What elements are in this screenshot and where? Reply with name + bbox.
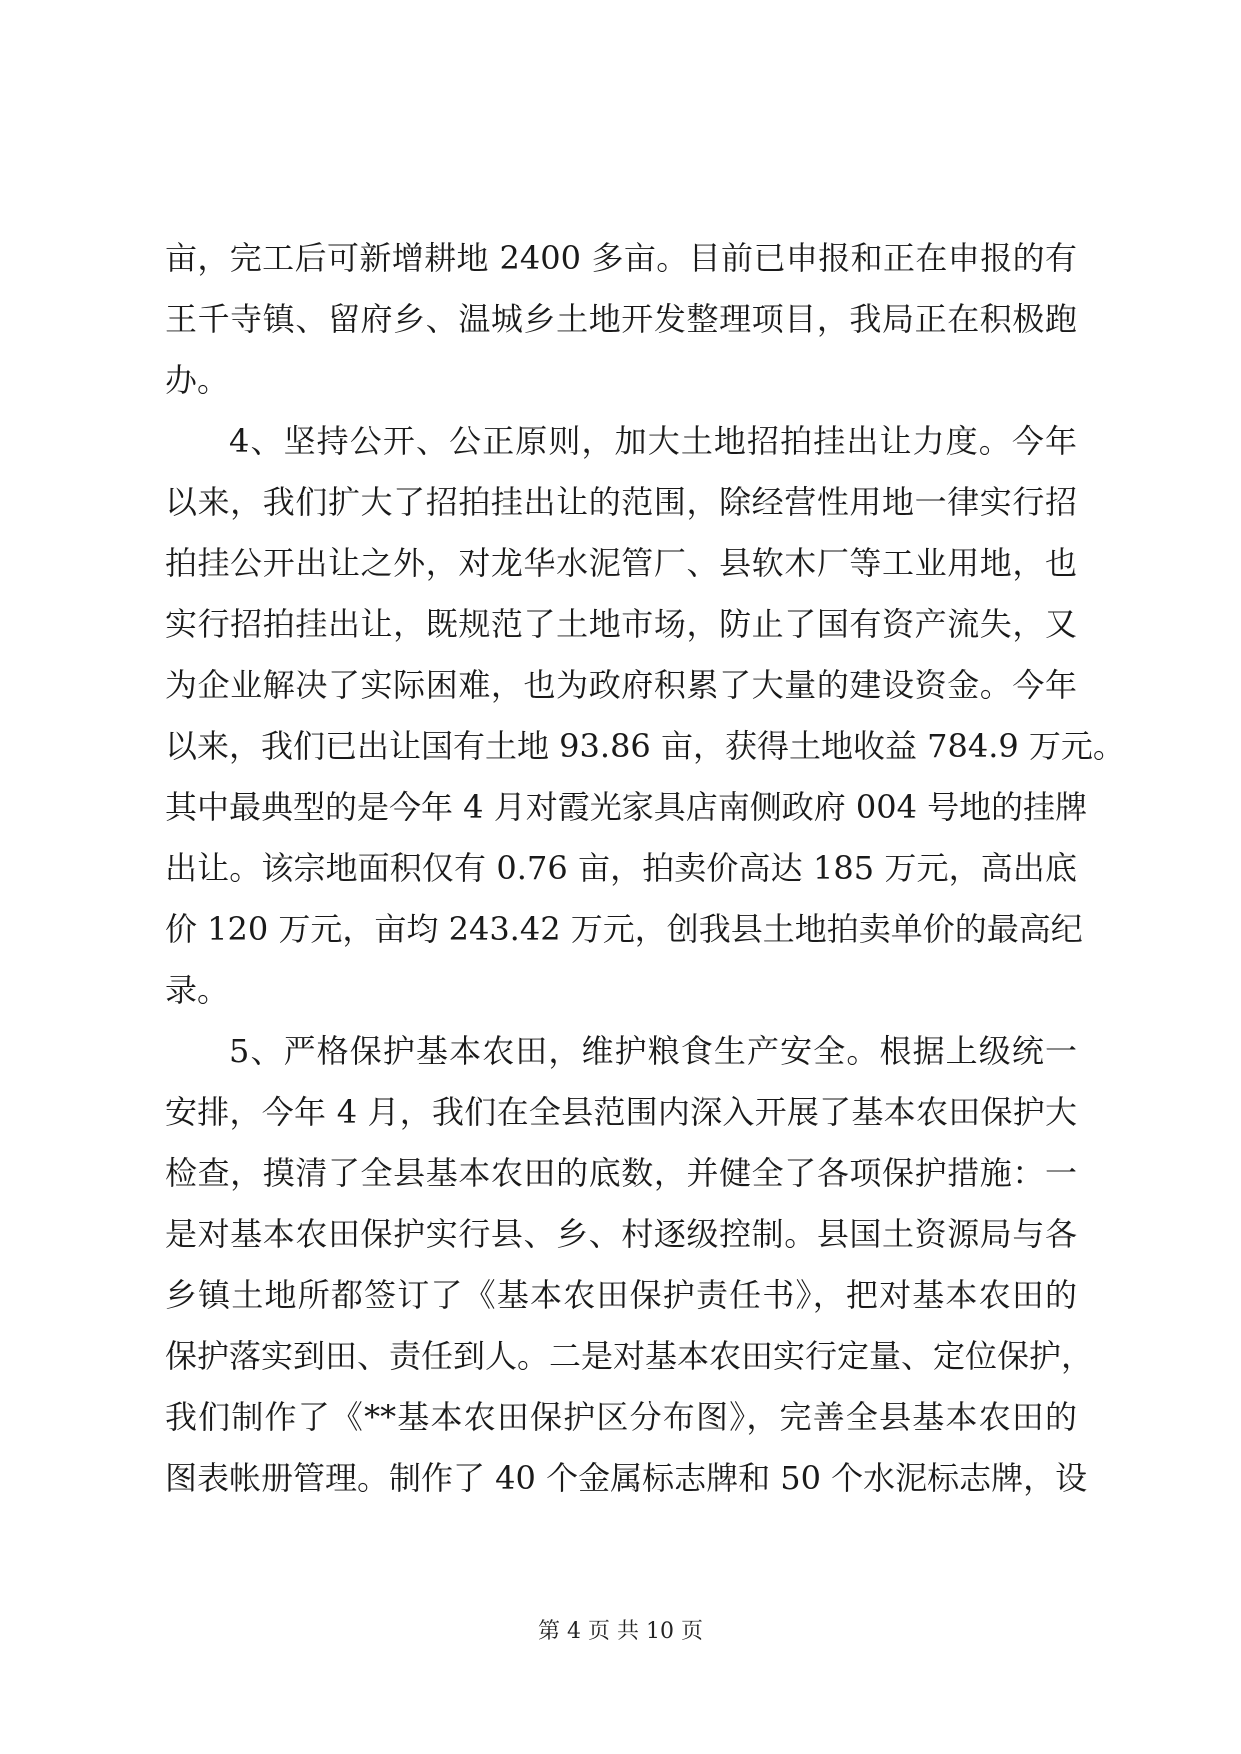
document-body xyxy=(165,228,1125,1509)
text-line: 王千寺镇、留府乡、温城乡土地开发整理项目，我局正在积极跑 xyxy=(165,300,1077,338)
text-line: 检查，摸清了全县基本农田的底数，并健全了各项保护措施：一 xyxy=(165,1154,1077,1192)
text-line: 价 120 万元，亩均 243.42 万元，创我县土地拍卖单价的最高纪 xyxy=(165,910,1083,948)
text-line: 乡镇土地所都签订了《基本农田保护责任书》，把对基本农田的 xyxy=(165,1276,1077,1314)
text-line: 拍挂公开出让之外，对龙华水泥管厂、县软木厂等工业用地，也 xyxy=(165,544,1077,582)
text-line: 以来，我们已出让国有土地 93.86 亩，获得土地收益 784.9 万元。 xyxy=(165,727,1125,765)
page-number-footer: 第 4 页 共 10 页 xyxy=(538,1619,703,1644)
paragraph-5-first-line: 5、严格保护基本农田，维护粮食生产安全。根据上级统一 xyxy=(229,1032,1077,1070)
text-line: 安排，今年 4 月，我们在全县范围内深入开展了基本农田保护大 xyxy=(165,1093,1077,1131)
text-line: 亩，完工后可新增耕地 2400 多亩。目前已申报和正在申报的有 xyxy=(165,239,1077,277)
text-line: 是对基本农田保护实行县、乡、村逐级控制。县国土资源局与各 xyxy=(165,1215,1077,1253)
text-line: 实行招拍挂出让，既规范了土地市场，防止了国有资产流失，又 xyxy=(165,605,1077,643)
text-line: 我们制作了《**基本农田保护区分布图》，完善全县基本农田的 xyxy=(165,1398,1077,1436)
text-line: 保护落实到田、责任到人。二是对基本农田实行定量、定位保护， xyxy=(165,1337,1094,1375)
text-line: 为企业解决了实际困难，也为政府积累了大量的建设资金。今年 xyxy=(165,666,1077,704)
text-line: 图表帐册管理。制作了 40 个金属标志牌和 50 个水泥标志牌，设 xyxy=(165,1459,1088,1497)
text-line: 办。 xyxy=(165,361,230,399)
text-line: 录。 xyxy=(165,971,230,1009)
text-line: 其中最典型的是今年 4 月对霞光家具店南侧政府 004 号地的挂牌 xyxy=(165,788,1088,826)
paragraph-4-first-line: 4、坚持公开、公正原则，加大土地招拍挂出让力度。今年 xyxy=(229,422,1077,460)
text-line: 以来，我们扩大了招拍挂出让的范围，除经营性用地一律实行招 xyxy=(165,483,1077,521)
text-line: 出让。该宗地面积仅有 0.76 亩，拍卖价高达 185 万元，高出底 xyxy=(165,849,1077,887)
